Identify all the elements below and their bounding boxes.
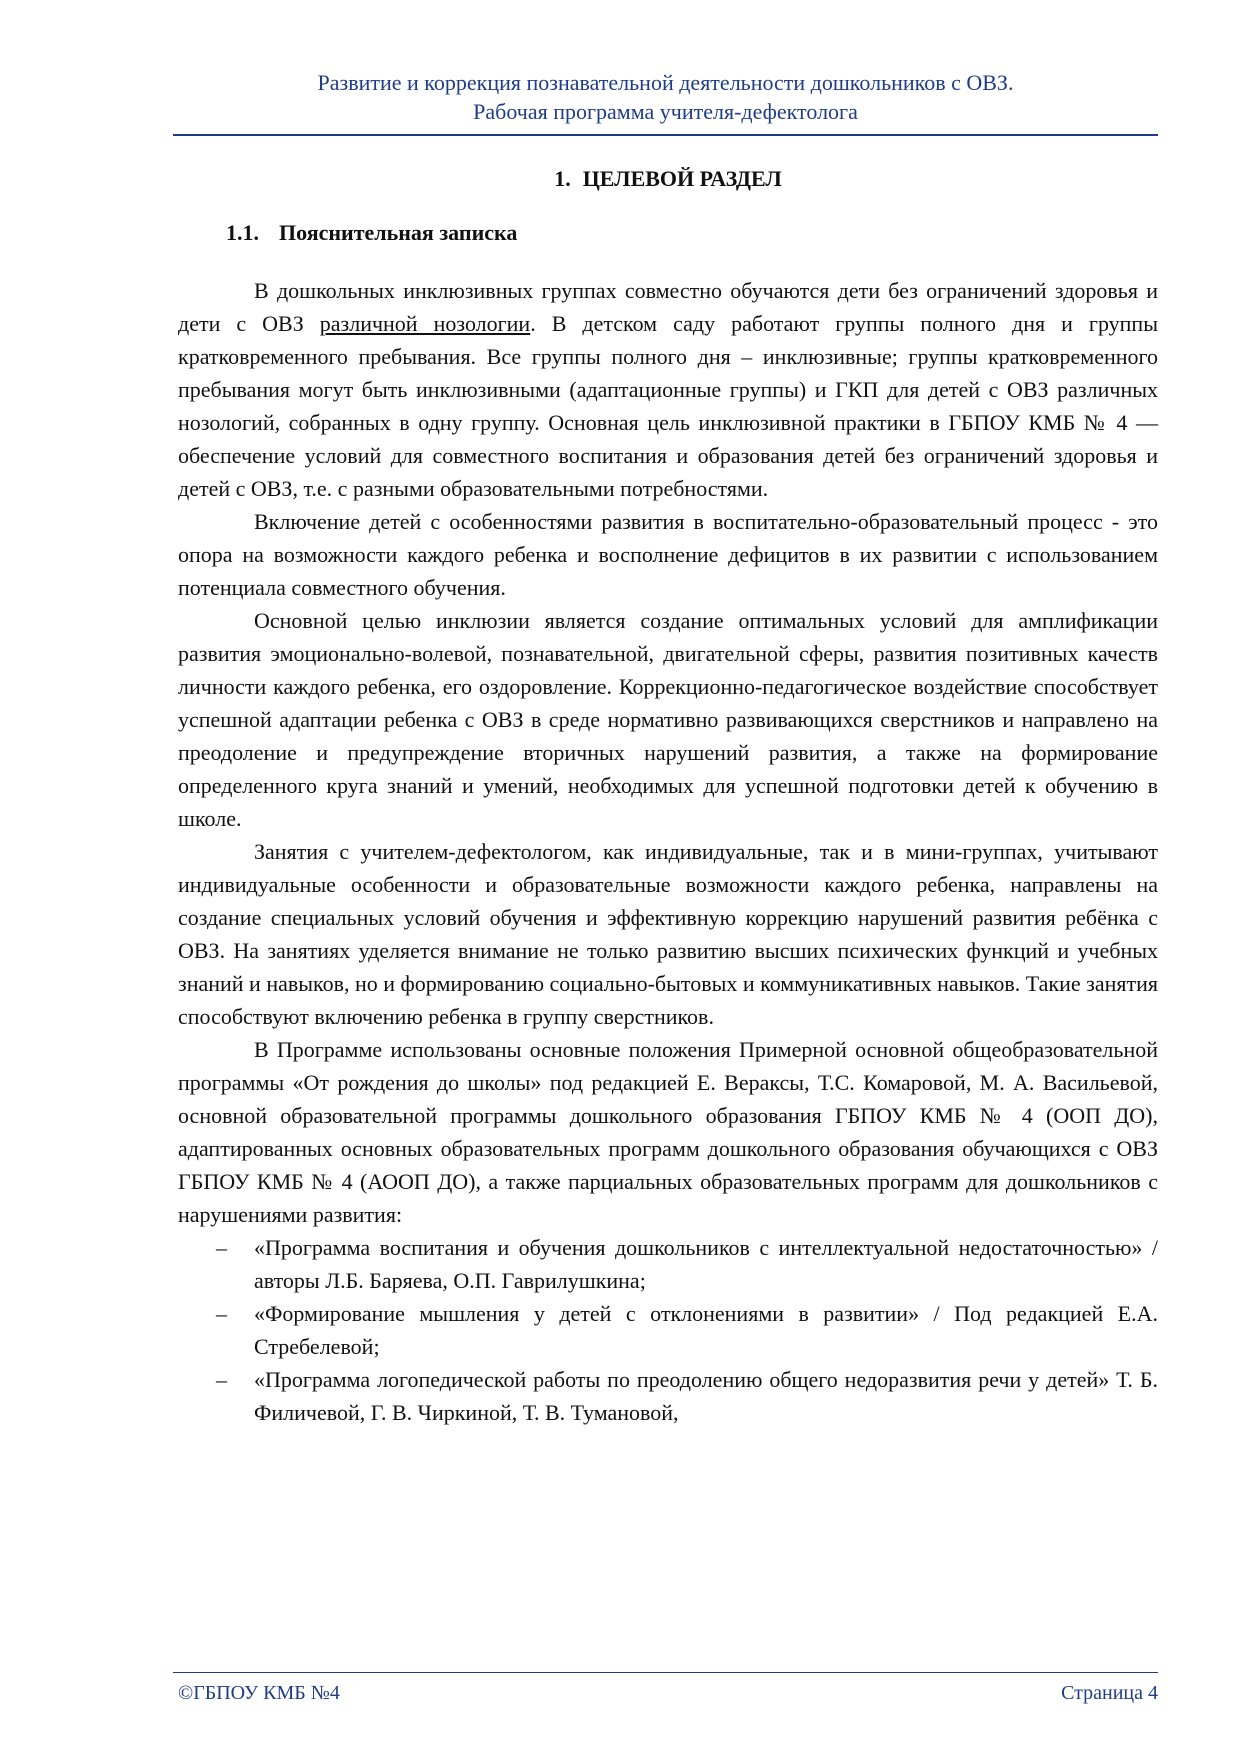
reference-list [178, 1231, 1158, 1429]
subsection-number: 1.1. [226, 220, 259, 245]
list-dash: – [216, 1367, 227, 1392]
paragraph-1 [178, 274, 1158, 505]
list-item-text: «Формирование мышления у детей с отклонениями в развитии» / Под редакцией Е.А. Стребелевой; [254, 1301, 1158, 1359]
section-number: 1. [554, 166, 571, 191]
paragraph-4: Занятия с учителем-дефектологом, как индивидуальные, так и в мини-группах, учитывают индивидуальные особенности и образовательные возможности каждого ребенка, направлены на создание специальных условий обучения и эффективную коррекцию нарушений развития ребёнка с ОВЗ. На занятиях уделяется внимание не только развитию высших психических функций и учебных знаний и навыков, но и формированию социально-бытовых и коммуникативных навыков. Такие занятия способствуют включению ребенка в группу сверстников. [178, 839, 1158, 1029]
list-item [178, 1363, 1158, 1429]
subsection-title-text: Пояснительная записка [279, 220, 518, 245]
page-number: Страница 4 [1061, 1682, 1158, 1704]
section-title-text: ЦЕЛЕВОЙ РАЗДЕЛ [582, 166, 782, 191]
paragraph-5: В Программе использованы основные положения Примерной основной общеобразовательной программы «От рождения до школы» под редакцией Е. Вераксы, Т.С. Комаровой, М. А. Васильевой, основной образовательной программы дошкольного образования ГБПОУ КМБ № 4 (ООП ДО), адаптированных основных образовательных программ дошкольного образования обучающихся с ОВЗ ГБПОУ КМБ № 4 (АООП ДО), а также парциальных образовательных программ для дошкольников с нарушениями развития: [178, 1037, 1158, 1227]
list-item-text: «Программа воспитания и обучения дошкольников с интеллектуальной недостаточностью» / авторы Л.Б. Баряева, О.П. Гаврилушкина; [254, 1235, 1158, 1293]
paragraph-3: Основной целью инклюзии является создание оптимальных условий для амплификации развития эмоционально-волевой, познавательной, двигательной сферы, развития позитивных качеств личности каждого ребенка, его оздоровление. Коррекционно-педагогическое воздействие способствует успешной адаптации ребенка с ОВЗ в среде нормативно развивающихся сверстников и направлено на преодоление и предупреждение вторичных нарушений развития, а также на формирование определенного круга знаний и умений, необходимых для успешной подготовки детей к обучению в школе. [178, 608, 1158, 831]
header-rule [173, 134, 1158, 136]
footer-copyright: ©ГБПОУ КМБ №4 [178, 1682, 340, 1704]
paragraph-2: Включение детей с особенностями развития в воспитательно-образовательный процесс - это опора на возможности каждого ребенка и восполнение дефицитов в их развитии с использованием потенциала совместного обучения. [178, 509, 1158, 600]
list-dash: – [216, 1301, 227, 1326]
paragraph-1-end: . В детском саду работают группы полного дня и группы кратковременного пребывания. Все группы полного дня – инклюзивные; группы кратковременного пребывания могут быть инклюзивными (адаптационные группы) и ГКП для детей с ОВЗ различных нозологий, собранных в одну группу. Основная цель инклюзивной практики в ГБПОУ КМБ № 4 — обеспечение условий для совместного воспитания и образования детей без ограничений здоровья и детей с ОВЗ, т.е. с разными образовательными потребностями. [178, 311, 1158, 501]
page-content [178, 160, 1158, 1429]
paragraph-1-start: В дошкольных инклюзивных группах совместно обучаются дети без ограничений здоровья и дети с ОВЗ [178, 278, 1158, 336]
header-line-1: Развитие и коррекция познавательной деятельности дошкольников с ОВЗ. [317, 70, 1014, 95]
list-item [178, 1231, 1158, 1297]
paragraph-1-underlined: различной нозологии [319, 311, 531, 336]
section-title [178, 164, 1158, 194]
header-line-2: Рабочая программа учителя-дефектолога [473, 99, 858, 124]
list-item [178, 1297, 1158, 1363]
list-dash: – [216, 1235, 227, 1260]
footer-rule [173, 1672, 1158, 1673]
running-header [173, 68, 1158, 126]
list-item-text: «Программа логопедической работы по преодолению общего недоразвития речи у детей» Т. Б. Филичевой, Г. В. Чиркиной, Т. В. Тумановой, [254, 1367, 1158, 1425]
subsection-title [226, 218, 1158, 248]
body-text [178, 274, 1158, 1429]
